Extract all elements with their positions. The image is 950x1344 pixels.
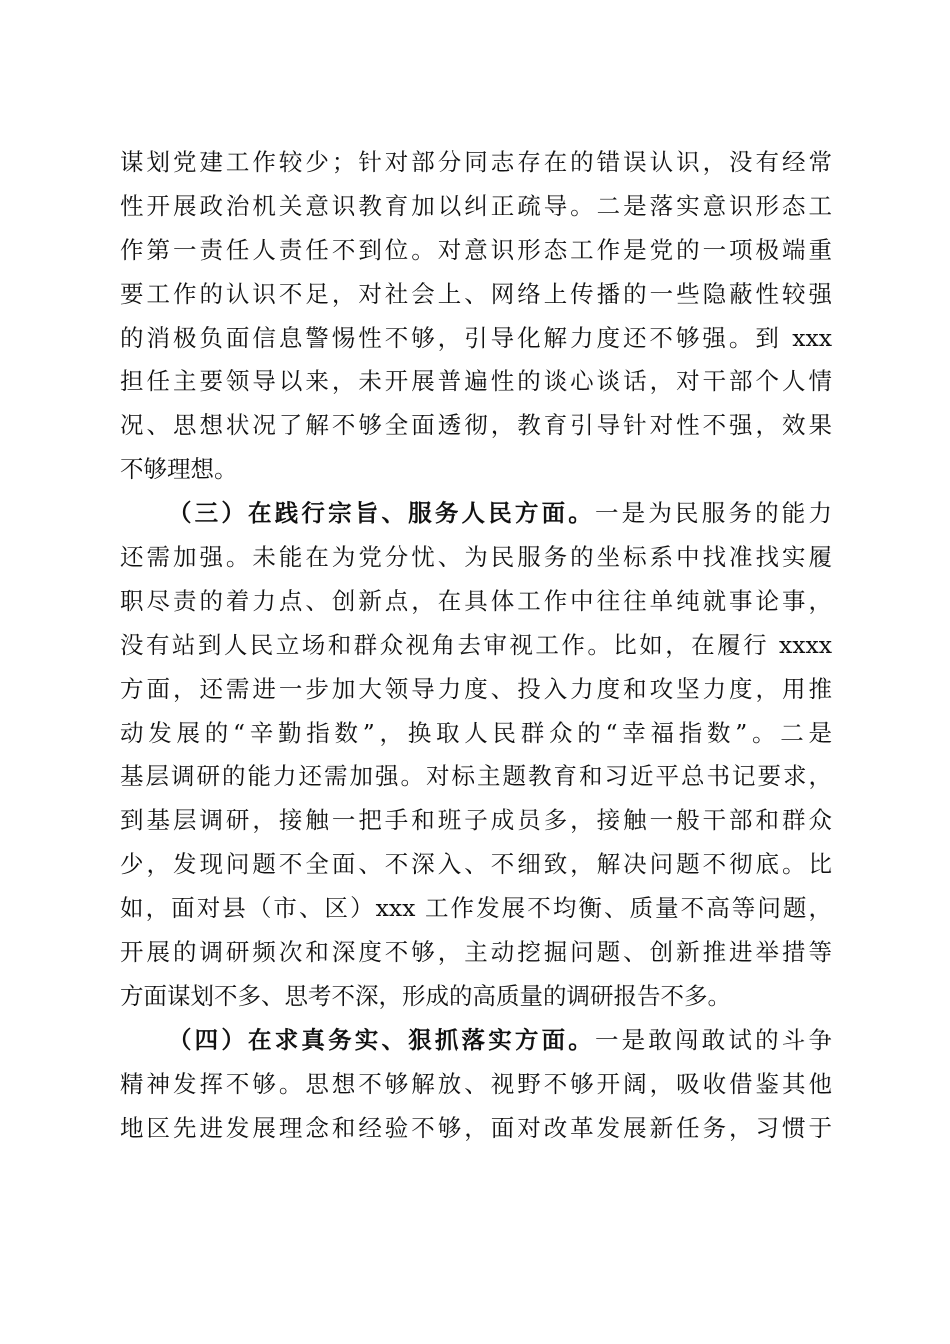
- section-heading-4: （四）在求真务实、狠抓落实方面。: [168, 1025, 595, 1054]
- para2-line-3: 没有站到人民立场和群众视角去审视工作。比如，在履行 xxxx: [120, 630, 832, 659]
- para2-line-6: 基层调研的能力还需加强。对标主题教育和习近平总书记要求，: [120, 762, 832, 791]
- para1-line-2: 性开展政治机关意识教育加以纠正疏导。二是落实意识形态工: [120, 191, 832, 220]
- para1-line-3: 作第一责任人责任不到位。对意识形态工作是党的一项极端重: [120, 235, 832, 264]
- para2-first-rest: 一是为民服务的能力: [595, 499, 832, 528]
- section-heading-3: （三）在践行宗旨、服务人民方面。: [168, 499, 595, 528]
- para1-line-6: 担任主要领导以来，未开展普遍性的谈心谈话，对干部个人情: [120, 367, 832, 396]
- para3-first-rest: 一是敢闯敢试的斗争: [595, 1025, 832, 1054]
- para2-line-7: 到基层调研，接触一把手和班子成员多，接触一般干部和群众: [120, 806, 832, 835]
- para2-line-9: 如，面对县（市、区）xxx 工作发展不均衡、质量不高等问题，: [120, 894, 832, 923]
- para2-line-2: 职尽责的着力点、创新点，在具体工作中往往单纯就事论事，: [120, 586, 832, 615]
- para1-line-1: 谋划党建工作较少；针对部分同志存在的错误认识，没有经常: [120, 148, 832, 176]
- para1-line-5: 的消极负面信息警惕性不够，引导化解力度还不够强。到 xxx: [120, 323, 832, 352]
- para2-line-11: 方面谋划不多、思考不深，形成的高质量的调研报告不多。: [120, 981, 731, 1010]
- para2-line-8: 少，发现问题不全面、不深入、不细致，解决问题不彻底。比: [120, 850, 832, 879]
- para2-first-line: [120, 492, 832, 536]
- para3-line-2: 地区先进发展理念和经验不够，面对改革发展新任务，习惯于: [120, 1113, 832, 1142]
- para3-line-1: 精神发挥不够。思想不够解放、视野不够开阔，吸收借鉴其他: [120, 1069, 832, 1098]
- para1-line-4: 要工作的认识不足，对社会上、网络上传播的一些隐蔽性较强: [120, 279, 832, 308]
- para2-line-4: 方面，还需进一步加大领导力度、投入力度和攻坚力度，用推: [120, 674, 832, 703]
- para1-line-7: 况、思想状况了解不够全面透彻，教育引导针对性不强，效果: [120, 411, 832, 440]
- document-body: [120, 141, 832, 1150]
- para2-line-5: 动发展的“辛勤指数”，换取人民群众的“幸福指数”。二是: [120, 718, 832, 747]
- para2-line-1: 还需加强。未能在为党分忧、为民服务的坐标系中找准找实履: [120, 543, 832, 572]
- para3-first-line: [120, 1019, 832, 1063]
- para2-line-10: 开展的调研频次和深度不够，主动挖掘问题、创新推进举措等: [120, 938, 832, 967]
- para1-line-8: 不够理想。: [120, 455, 238, 484]
